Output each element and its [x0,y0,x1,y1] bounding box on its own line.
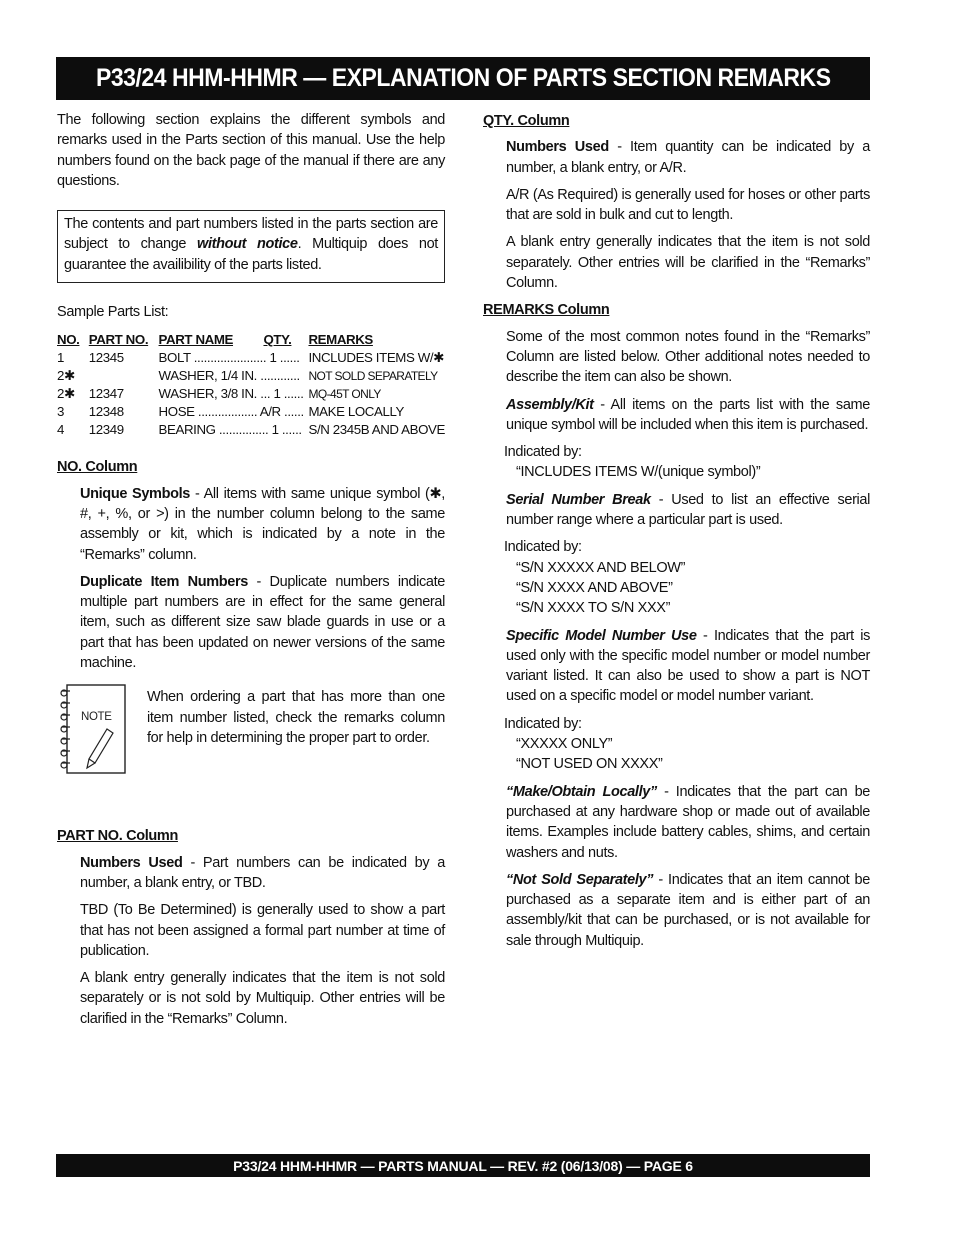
left-column [57,110,445,1029]
unique-symbols-text: - All items with same unique symbol (✱, #, +, %, or >) in the number column belong to the same assembly or kit, which is indicated by a note in the “Remarks” column. [80,485,445,563]
page-footer-bar [56,1154,870,1177]
serial-number-text: - Used to list an effective serial number range where a particular part is used. [506,491,871,529]
model-example: “XXXXX ONLY” [516,736,613,753]
cell-no: 3 [57,404,64,420]
cell-no: 2✱ [57,386,75,402]
indicated-by-label: Indicated by: [504,539,582,556]
qty-numbers-used-paragraph [506,137,870,178]
note-text: When ordering a part that has more than one item number listed, check the remarks column for help in determining the proper part to order. [147,689,445,746]
page-title: P33/24 HHM-HHMR — EXPLANATION OF PARTS SECTION REMARKS [95,64,831,92]
make-locally-label: “Make/Obtain Locally” [506,783,657,800]
specific-model-paragraph [506,626,870,707]
cell-no: 4 [57,422,64,438]
note-icon-label: NOTE [81,711,112,724]
page-footer: P33/24 HHM-HHMR — PARTS MANUAL — REV. #2 (06/13/08) — PAGE 6 [233,1157,693,1174]
page-title-bar [56,57,870,100]
table-row [57,385,445,403]
serial-number-paragraph [506,490,870,531]
part-numbers-used-text: - Part numbers can be indicated by a number, a blank entry, or TBD. [80,854,445,891]
make-locally-paragraph [506,782,870,863]
unique-symbols-paragraph [80,484,445,565]
duplicate-numbers-text: - Duplicate numbers indicate multiple part numbers are in effect for the same general item, such as different size saw blade guards in use or a part that has been updated on newer versions of the same machine. [80,573,445,672]
table-header-row [57,331,445,349]
not-sold-separately-label: “Not Sold Separately” [506,871,654,888]
cell-name-qty: HOSE .................. A/R ...... [158,404,304,420]
cell-no: 1 [57,350,64,366]
cell-name-qty: BEARING ............... 1 ...... [158,422,302,438]
cell-remarks: MQ-45T ONLY [308,387,381,402]
part-numbers-used-label: Numbers Used [80,854,183,871]
unique-symbols-label: Unique Symbols [80,485,190,502]
serial-number-label: Serial Number Break [506,491,651,508]
assembly-kit-text: - All items on the parts list with the same unique symbol will be included when this item is purchased. [506,396,870,433]
cell-remarks: MAKE LOCALLY [308,404,404,420]
part-blank-entry-paragraph: A blank entry generally indicates that the item is not sold separately or is not sold by Multiquip. Other entries will be clarified in the “Remarks” Column. [80,970,445,1027]
sample-parts-table [57,331,445,439]
duplicate-numbers-label: Duplicate Item Numbers [80,573,248,590]
cell-part-no: 12349 [88,422,124,438]
cell-remarks: NOT SOLD SEPARATELY [308,369,438,384]
cell-part-no: 12348 [88,404,124,420]
cell-name-qty: WASHER, 1/4 IN. ............ [158,368,300,384]
part-no-column-heading: PART NO. Column [57,828,178,845]
specific-model-text: - Indicates that the part is used only with the specific model number or model number variant listed. It can also be used to show a part is NOT used on a specific model or model number variant. [506,627,871,705]
cell-name-qty: BOLT ...................... 1 ...... [158,350,300,366]
notice-text-after: . Multiquip does not guarantee the availibility of the parts listed. [64,236,438,273]
qty-numbers-used-label: Numbers Used [506,139,609,156]
specific-model-label: Specific Model Number Use [506,627,697,644]
cell-part-no: 12345 [88,350,124,366]
cell-no: 2✱ [57,368,75,384]
header-remarks: REMARKS [308,332,373,348]
make-locally-text: - Indicates that the part can be purchased at any hardware shop or made out of available items. Examples include battery cables, shims, and certain washers and nuts. [506,783,871,861]
model-example: “NOT USED ON XXXX” [516,756,663,773]
assembly-kit-paragraph [506,395,870,436]
assembly-kit-label: Assembly/Kit [506,396,594,413]
as-required-paragraph: A/R (As Required) is generally used for hoses or other parts that are sold in bulk and cut to length. [506,186,870,224]
sample-parts-label: Sample Parts List: [57,304,169,321]
header-part-no: PART NO. [88,332,149,348]
indicated-by-label: Indicated by: [504,715,582,732]
header-part-name: PART NAME [158,332,234,348]
header-no: NO. [57,332,80,348]
table-row [57,349,445,367]
note-pad-icon [59,683,127,777]
table-row [57,403,445,421]
cell-remarks: S/N 2345B AND ABOVE [308,422,445,438]
right-column [483,111,870,951]
cell-name-qty: WASHER, 3/8 IN. ... 1 ...... [158,386,304,402]
not-sold-separately-text: - Indicates that an item cannot be purchased as a separate item and is either part of an assembly/kit that can be purchased, or is not available for sale through Multiquip. [506,871,870,949]
notice-emphasis: without notice [197,236,298,253]
notice-box [57,210,445,283]
cell-part-no: 12347 [88,386,124,402]
duplicate-numbers-paragraph [80,572,445,673]
tbd-paragraph: TBD (To Be Determined) is generally used to show a part that has not been assigned a formal part number at time of publication. [80,902,445,959]
table-row [57,367,445,385]
intro-paragraph: The following section explains the different symbols and remarks used in the Parts section of this manual. Use the help numbers found on the back page of the manual if there are any questions. [57,112,445,189]
cell-part-no [89,367,159,385]
assembly-example: “INCLUDES ITEMS W/(unique symbol)” [516,464,761,481]
not-sold-separately-paragraph [506,870,870,951]
remarks-intro-paragraph: Some of the most common notes found in the “Remarks” Column are listed below. Other additional notes needed to describe the item can also be shown. [506,328,870,386]
qty-column-heading: QTY. Column [483,113,570,129]
table-row [57,421,445,439]
remarks-column-heading: REMARKS Column [483,302,610,319]
indicated-by-label: Indicated by: [504,444,582,461]
note-callout [59,683,445,777]
no-column-heading: NO. Column [57,459,138,476]
qty-numbers-used-text: - Item quantity can be indicated by a number, a blank entry, or A/R. [506,139,870,176]
header-qty: QTY. [263,332,292,348]
part-numbers-used-paragraph [80,853,445,894]
qty-blank-entry-paragraph: A blank entry generally indicates that the item is not sold separately. Other entries will be clarified in the “Remarks” Column. [506,234,870,292]
serial-example: “S/N XXXXX AND BELOW” [516,559,686,576]
serial-example: “S/N XXXX AND ABOVE” [516,579,673,596]
cell-remarks: INCLUDES ITEMS W/✱ [308,350,444,366]
notice-text-before: The contents and part numbers listed in the parts section are subject to change [64,216,438,253]
serial-example: “S/N XXXX TO S/N XXX” [516,600,671,617]
